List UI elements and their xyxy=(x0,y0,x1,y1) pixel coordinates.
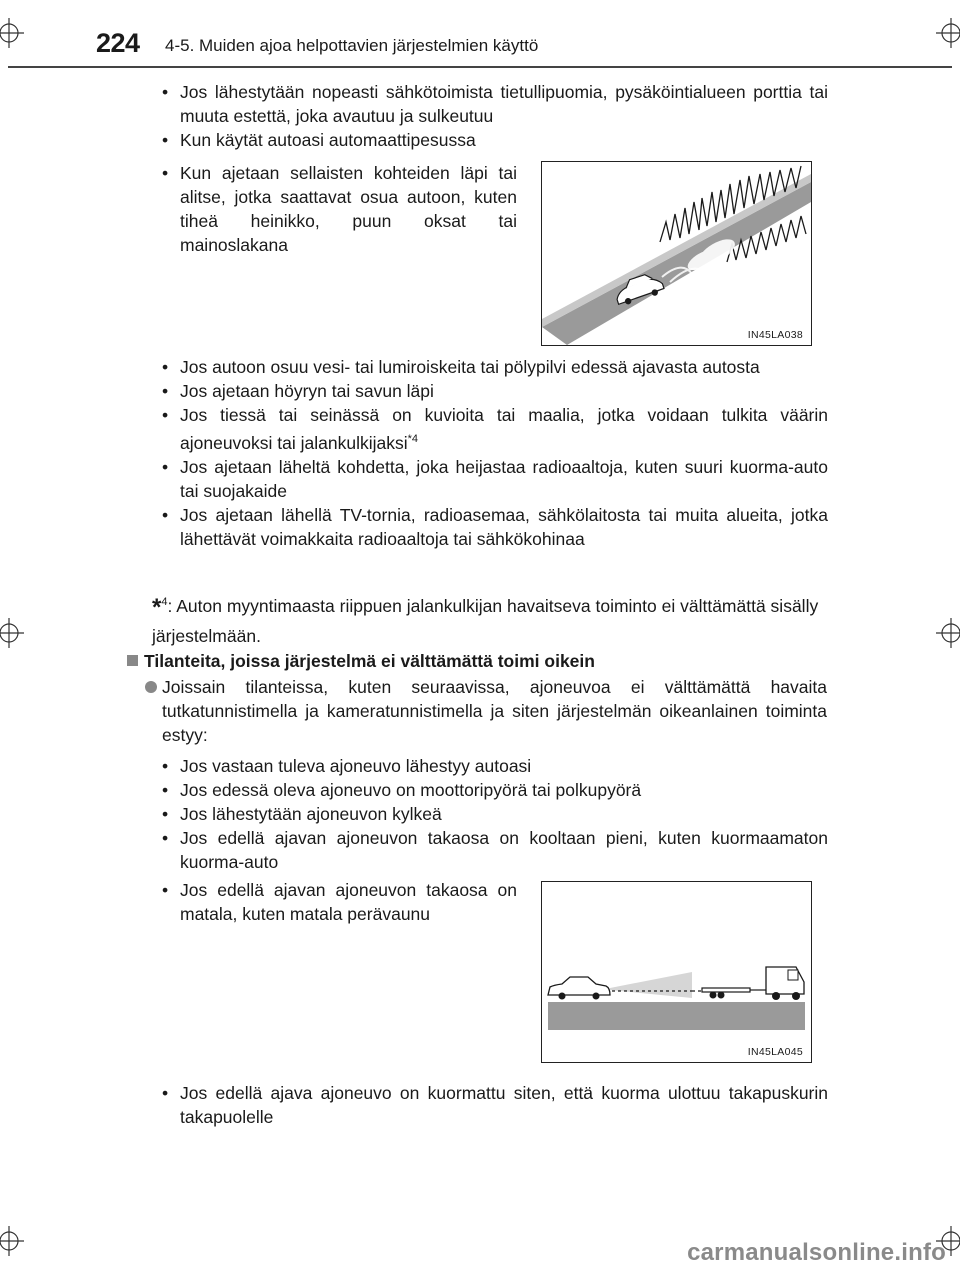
figure-ramp-vegetation xyxy=(541,161,812,346)
footnote-ref: *4 xyxy=(407,433,419,445)
list-item: • Jos edellä ajavan ajoneuvon takaosa on matala, kuten matala perävaunu xyxy=(160,878,517,926)
list-item: • Jos ajetaan läheltä kohdetta, joka heijastaa radioaaltoja, kuten suuri kuorma-auto tai suojakaide xyxy=(160,455,828,503)
list-item-text: Jos tiessä tai seinässä on kuvioita tai maalia, jotka voidaan tulkita väärin ajoneuvoksi tai jalankulkijaksi xyxy=(180,405,828,453)
list-item: • Jos autoon osuu vesi- tai lumiroiskeita tai pölypilvi edessä ajavasta autosta xyxy=(160,355,828,379)
list-item: • Jos vastaan tuleva ajoneuvo lähestyy autoasi xyxy=(160,754,828,778)
figure-truck-trailer xyxy=(541,881,812,1063)
list-item: • Jos edellä ajava ajoneuvo on kuormattu siten, että kuorma ulottuu takapuskurin takapuolelle xyxy=(160,1081,828,1129)
list-item: • Jos ajetaan lähellä TV-tornia, radioasemaa, sähkölaitosta tai muita alueita, jotka lähettävät voimakkaita radioaaltoja tai sähkökohinaa xyxy=(160,503,828,551)
circle-bullet-icon xyxy=(145,681,157,693)
footnote-star: * xyxy=(152,593,162,621)
section-heading-text: Tilanteita, joissa järjestelmä ei välttämättä toimi oikein xyxy=(144,651,595,671)
crop-mark-bottom-left xyxy=(0,1226,24,1256)
list-item: • Jos ajetaan höyryn tai savun läpi xyxy=(160,379,828,403)
crop-mark-top-left xyxy=(0,18,24,48)
figure2-caption xyxy=(160,878,517,926)
footnote-number: 4 xyxy=(161,596,168,608)
crop-mark-top-right xyxy=(936,18,960,48)
header-rule xyxy=(8,66,952,68)
list-item: • Jos lähestytään nopeasti sähkötoimista tietullipuomia, pysäköintialueen porttia tai muuta estettä, joka avautuu ja sulkeutuu xyxy=(160,80,828,128)
list-item xyxy=(160,403,828,455)
section-lead xyxy=(145,675,827,747)
section-heading xyxy=(127,651,595,672)
list-item: • Kun käytät autoasi automaattipesussa xyxy=(160,128,828,152)
figure2-code: IN45LA045 xyxy=(747,1046,803,1058)
section-title: 4-5. Muiden ajoa helpottavien järjestelmien käyttö xyxy=(165,36,539,55)
square-bullet-icon xyxy=(127,655,138,666)
watermark: carmanualsonline.info xyxy=(687,1239,946,1266)
figure1-code: IN45LA038 xyxy=(747,329,803,341)
bullet-list-d xyxy=(160,1081,828,1129)
list-item: • Jos edessä oleva ajoneuvo on moottoripyörä tai polkupyörä xyxy=(160,778,828,802)
figure1-caption xyxy=(160,161,517,257)
bullet-list-c xyxy=(160,754,828,874)
crop-mark-mid-right xyxy=(936,618,960,648)
list-item: • Jos lähestytään ajoneuvon kylkeä xyxy=(160,802,828,826)
list-item: • Kun ajetaan sellaisten kohteiden läpi tai alitse, jotka saattavat osua autoon, kuten tiheä heinikko, puun oksat tai mainoslakana xyxy=(160,161,517,257)
crop-mark-mid-left xyxy=(0,618,24,648)
footnote xyxy=(152,588,828,650)
section-lead-text: Joissain tilanteissa, kuten seuraavissa, ajoneuvoa ei välttämättä havaita tutkatunnistimella ja kameratunnistimella ja siten järjestelmän oikeanlainen toiminta estyy: xyxy=(162,677,827,745)
bullet-list-a xyxy=(160,80,828,152)
page-number: 224 xyxy=(96,28,140,58)
footnote-text: : Auton myyntimaasta riippuen jalankulkijan havaitseva toiminto ei välttämättä sisälly järjestelmään. xyxy=(152,595,819,646)
bullet-list-b xyxy=(160,355,828,551)
list-item: • Jos edellä ajavan ajoneuvon takaosa on kooltaan pieni, kuten kuormaamaton kuorma-auto xyxy=(160,826,828,874)
